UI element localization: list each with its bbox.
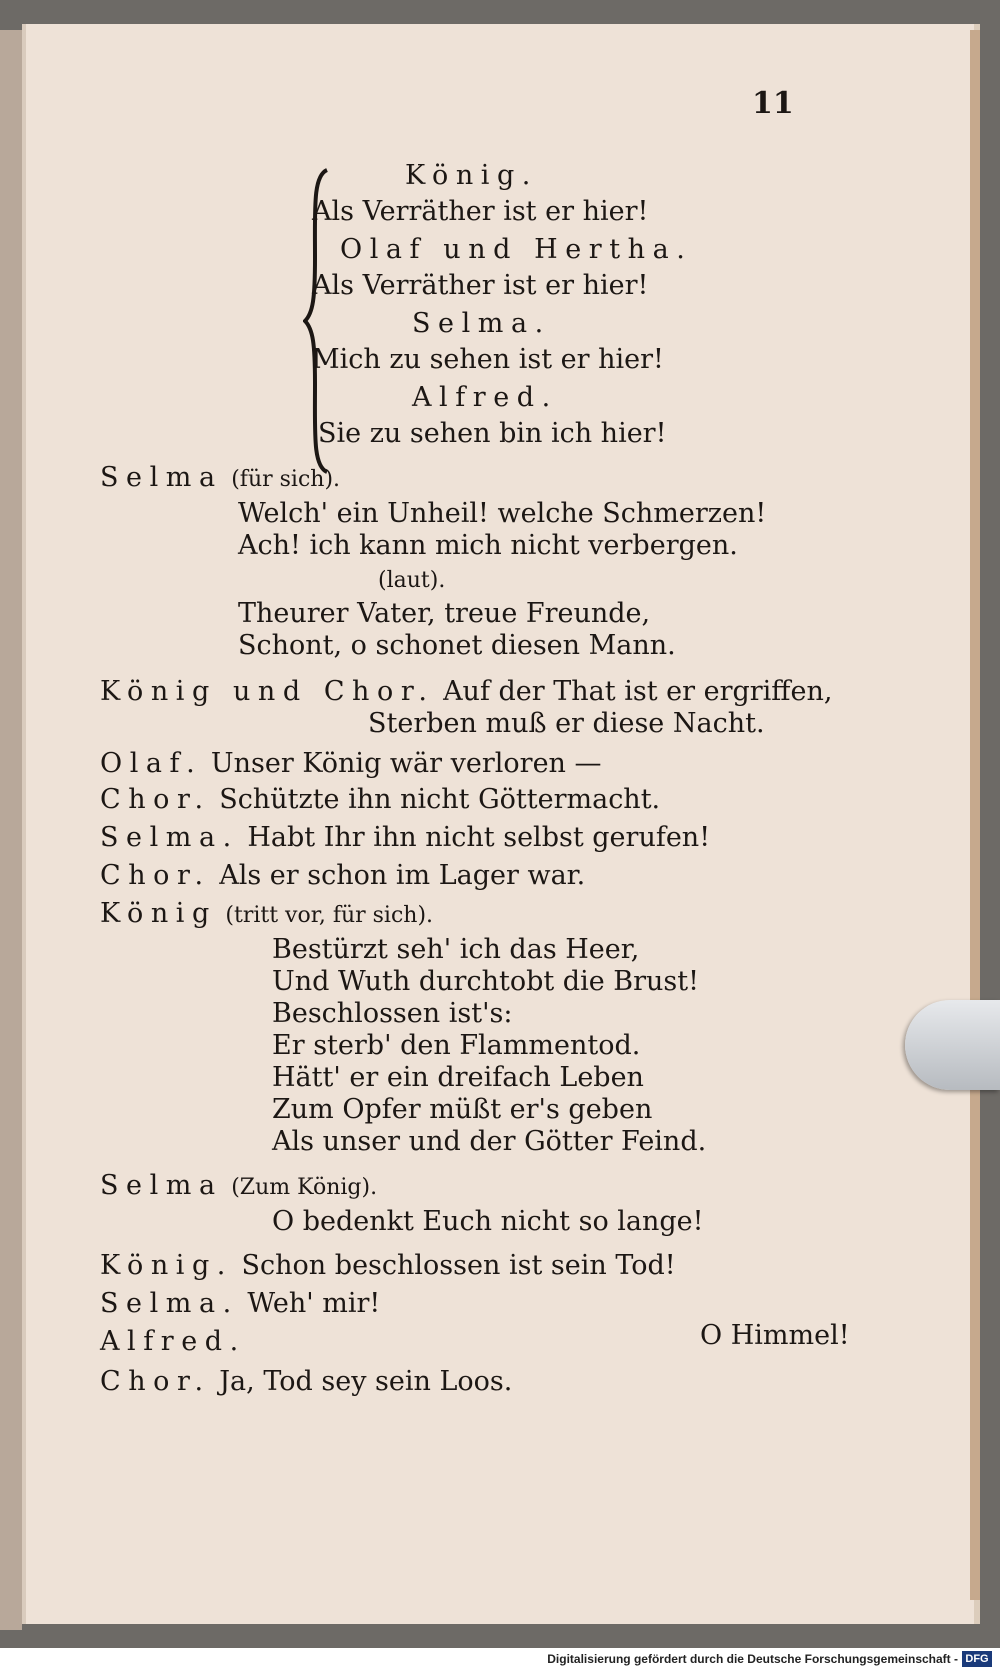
dialogue-line: Ach! ich kann mich nicht verbergen. [238, 530, 738, 561]
dialogue-line: O Himmel! [700, 1320, 850, 1351]
dialogue-line: O bedenkt Euch nicht so lange! [272, 1206, 704, 1237]
dialogue-line [100, 462, 340, 493]
dialogue-line [100, 860, 585, 891]
dialogue-line: Hätt' er ein dreifach Leben [272, 1062, 644, 1093]
dialogue-line: Beschlossen ist's: [272, 998, 513, 1029]
dialogue-line: Theurer Vater, treue Freunde, [238, 598, 651, 629]
dialogue-text: Schützte ihn nicht Göttermacht. [219, 784, 661, 815]
dialogue-line [100, 676, 832, 707]
speaker-name: Selma [100, 462, 223, 493]
dialogue-line [100, 1288, 380, 1319]
dialogue-line [100, 822, 710, 853]
speaker-name: Chor. [100, 784, 211, 815]
dialogue-line [100, 1250, 676, 1281]
dialogue-line [100, 748, 602, 779]
speaker-name: Alfred. [100, 1326, 246, 1357]
dialogue-text: Habt Ihr ihn nicht selbst gerufen! [247, 822, 711, 853]
dialogue-line [100, 1366, 512, 1397]
verse-line: Als Verräther ist er hier! [312, 196, 649, 227]
page-edge [970, 30, 980, 1600]
page-clip [905, 1000, 1000, 1090]
stage-direction: (laut). [378, 568, 446, 593]
dialogue-line: Bestürzt seh' ich das Heer, [272, 934, 640, 965]
speaker-name: Olaf. [100, 748, 203, 779]
verse-speaker: König. [405, 160, 538, 191]
dialogue-text: Ja, Tod sey sein Loos. [219, 1366, 513, 1397]
dialogue-line [100, 784, 660, 815]
stage-direction: (Zum König). [231, 1175, 378, 1200]
dialogue-text: Schon beschlossen ist sein Tod! [241, 1250, 676, 1281]
speaker-name: Selma [100, 1170, 223, 1201]
stage-direction: (tritt vor, für sich). [225, 903, 434, 928]
dialogue-text: Weh' mir! [247, 1288, 381, 1319]
verse-line: Sie zu sehen bin ich hier! [318, 418, 667, 449]
dialogue-line: Welch' ein Unheil! welche Schmerzen! [238, 498, 767, 529]
speaker-name: Chor. [100, 1366, 211, 1397]
dialogue-line [100, 898, 433, 929]
speaker-name: Selma. [100, 1288, 239, 1319]
dialogue-text: Als er schon im Lager war. [219, 860, 586, 891]
stage-direction: (für sich). [231, 467, 341, 492]
dialogue-line: Und Wuth durchtobt die Brust! [272, 966, 699, 997]
dialogue-line: Er sterb' den Flammentod. [272, 1030, 641, 1061]
speaker-name: König. [100, 1250, 233, 1281]
footer-credit: Digitalisierung gefördert durch die Deutsche Forschungsgemeinschaft - [547, 1652, 958, 1666]
dfg-logo: DFG [962, 1651, 992, 1667]
dialogue-text: Unser König wär verloren — [210, 748, 602, 779]
dialogue-line: Schont, o schonet diesen Mann. [238, 630, 676, 661]
verse-speaker: Selma. [412, 308, 551, 339]
dialogue-line: Zum Opfer müßt er's geben [272, 1094, 653, 1125]
speaker-name: Selma. [100, 822, 239, 853]
verse-speaker: Alfred. [412, 382, 558, 413]
verse-speaker: Olaf und Hertha. [340, 234, 693, 265]
dialogue-text: Auf der That ist er ergriffen, [443, 676, 833, 707]
dialogue-line: Sterben muß er diese Nacht. [368, 708, 765, 739]
dialogue-line: Als unser und der Götter Feind. [272, 1126, 707, 1157]
speaker-name: König [100, 898, 217, 929]
verse-line: Mich zu sehen ist er hier! [312, 344, 664, 375]
dialogue-line [100, 1170, 377, 1201]
verse-line: Als Verräther ist er hier! [312, 270, 649, 301]
page-number: 11 [752, 86, 794, 121]
speaker-name: Chor. [100, 860, 211, 891]
speaker-name: König und Chor. [100, 676, 435, 707]
left-page-edge [0, 30, 22, 1630]
